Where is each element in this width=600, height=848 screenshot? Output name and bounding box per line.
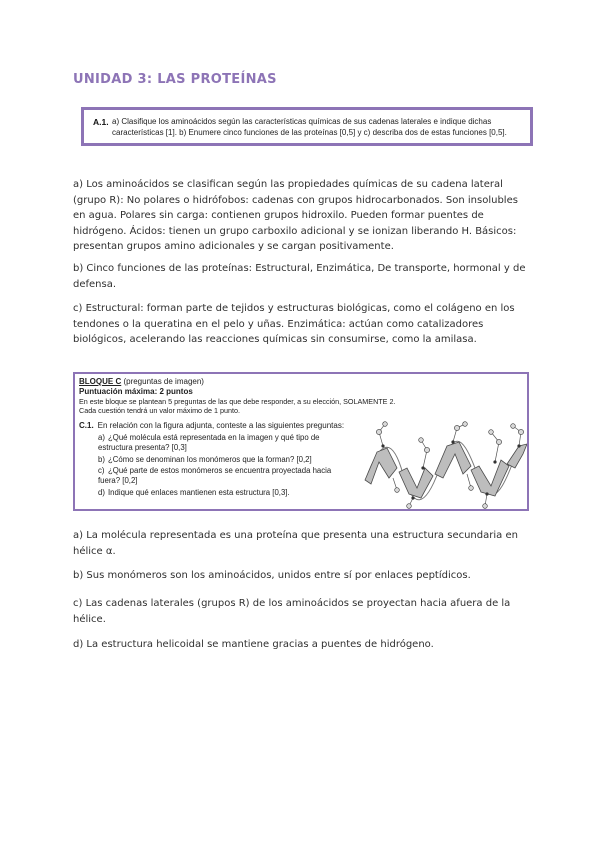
question-a1-text: a) Clasifique los aminoácidos según las características químicas de sus cadenas laterales e indique dichas características [1]. b) Enumere cinco funciones de las proteínas [0,5] y c) describa dos de estas funciones [0,5]. [112, 117, 507, 137]
c1-item-d-text: Indique qué enlaces mantienen esta estructura [0,3]. [108, 488, 290, 497]
bloque-c-title-suffix: (preguntas de imagen) [121, 377, 204, 386]
answer-a1-c: c) Estructural: forman parte de tejidos y estructuras biológicas, como el colágeno en los tendones o la queratina en el pelo y uñas. Enzimática: actúan como catalizadores biológicos, acelerando las reacciones químicas sin consumirse, como la amilasa. [73, 303, 515, 345]
c1-item-d [98, 488, 350, 498]
unit-title: UNIDAD 3: LAS PROTEÍNAS [73, 72, 277, 87]
answer-c1-a: a) La molécula representada es una proteína que presenta una estructura secundaria en hélice α. [73, 530, 518, 557]
answer-c1-b: b) Sus monómeros son los aminoácidos, unidos entre sí por enlaces peptídicos. [73, 570, 471, 581]
c1-intro [79, 421, 344, 430]
bloque-c-title [79, 377, 204, 386]
answer-c1-c: c) Las cadenas laterales (grupos R) de los aminoácidos se proyectan hacia afuera de la hélice. [73, 598, 511, 625]
bloque-c-title-main: BLOQUE C [79, 377, 122, 386]
c1-item-c-letter: c) [98, 466, 105, 475]
c1-item-a-letter: a) [98, 433, 105, 442]
bloque-c-line1: En este bloque se plantean 5 preguntas de las que debe responder, a su elección, SOLAMENTE 2. [79, 397, 396, 406]
c1-item-a-text: ¿Qué molécula está representada en la imagen y qué tipo de estructura presenta? [0,3] [98, 433, 320, 452]
c1-item-c [98, 466, 350, 486]
bloque-c-image [73, 372, 529, 511]
c1-item-b [98, 455, 350, 465]
alpha-helix-image [363, 418, 529, 510]
c1-item-a [98, 433, 350, 453]
bloque-c-score: Puntuación máxima: 2 puntos [79, 387, 193, 396]
c1-item-d-letter: d) [98, 488, 105, 497]
c1-item-b-letter: b) [98, 455, 105, 464]
c1-intro-text: En relación con la figura adjunta, conteste a las siguientes preguntas: [97, 421, 345, 430]
answer-a1-b: b) Cinco funciones de las proteínas: Estructural, Enzimática, De transporte, hormonal y de defensa. [73, 263, 526, 290]
answer-a1-a: a) Los aminoácidos se clasifican según las propiedades químicas de su cadena lateral (grupo R): No polares o hidrófobos: cadenas con grupos hidrocarbonados. Son insolubles en agua. Polares sin carga: contienen grupos hidroxilo. Pueden formar puentes de hidrógeno. Ácidos: tienen un grupo carboxilo adicional y se ionizan liberando H. Básicos: presentan grupos amino adicionales y se cargan positivamente. [73, 179, 518, 252]
question-a1-number: A.1. [93, 117, 109, 127]
c1-item-b-text: ¿Cómo se denominan los monómeros que la forman? [0,2] [108, 455, 312, 464]
question-a1-box [81, 107, 533, 146]
c1-item-c-text: ¿Qué parte de estos monómeros se encuentra proyectada hacia fuera? [0,2] [98, 466, 332, 485]
bloque-c-line2: Cada cuestión tendrá un valor máximo de 1 punto. [79, 406, 241, 415]
c1-number: C.1. [79, 421, 94, 430]
answer-c1-d: d) La estructura helicoidal se mantiene gracias a puentes de hidrógeno. [73, 639, 434, 650]
